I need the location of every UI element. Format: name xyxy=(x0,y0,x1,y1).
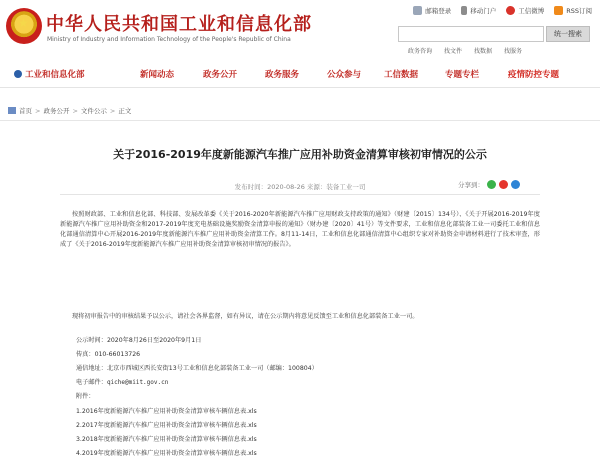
mobile-icon xyxy=(461,6,467,15)
rss-icon xyxy=(554,6,563,15)
attachment-link[interactable]: 3.2018年度新能源汽车推广应用补助资金清算审核车辆信息表.xls xyxy=(76,436,257,443)
article-title: 关于2016-2019年度新能源汽车推广应用补助资金清算审核初审情况的公示 xyxy=(113,148,487,161)
breadcrumb-separator: > xyxy=(72,106,78,115)
quick-links xyxy=(408,46,522,55)
attachment-link[interactable]: 4.2019年度新能源汽车推广应用补助资金清算审核车辆信息表.xls xyxy=(76,450,257,457)
mail-login-link[interactable]: 邮箱登录 xyxy=(413,6,451,15)
attachment-link[interactable]: 1.2016年度新能源汽车推广应用补助资金清算审核车辆信息表.xls xyxy=(76,408,257,415)
weibo-icon xyxy=(506,6,515,15)
search-button[interactable]: 统一搜索 xyxy=(546,26,590,42)
nav-item-participation[interactable]: 公众参与 xyxy=(327,70,362,80)
mobile-portal-link[interactable]: 移动门户 xyxy=(461,6,496,15)
breadcrumb xyxy=(8,106,131,115)
nav-item-data[interactable]: 工信数据 xyxy=(384,70,419,80)
nav-item-open-gov[interactable]: 政务公开 xyxy=(203,70,238,80)
quick-link-data[interactable]: 找数据 xyxy=(474,48,493,55)
email-address: 电子邮件：qiche@miit.gov.cn xyxy=(76,379,169,386)
mail-icon xyxy=(413,6,422,15)
home-icon xyxy=(8,107,16,114)
search-input[interactable] xyxy=(398,26,544,42)
main-nav xyxy=(0,62,600,88)
wechat-icon[interactable] xyxy=(487,180,496,189)
breadcrumb-current: 正文 xyxy=(118,107,132,115)
attachments-label: 附件： xyxy=(76,393,95,400)
nav-item-news[interactable]: 新闻动态 xyxy=(140,70,175,80)
nav-item-topics[interactable]: 专题专栏 xyxy=(445,70,480,80)
quick-link-services[interactable]: 找服务 xyxy=(504,48,523,55)
national-emblem-logo[interactable]: ★ xyxy=(6,8,42,44)
divider xyxy=(0,120,600,121)
publicity-period: 公示时间：2020年8月26日至2020年9月1日 xyxy=(76,337,202,344)
quick-link-files[interactable]: 找文件 xyxy=(444,48,463,55)
nav-item-epidemic[interactable]: 疫情防控专题 xyxy=(508,70,560,80)
fax-number: 传真：010-66013726 xyxy=(76,351,141,358)
attachment-link[interactable]: 2.2017年度新能源汽车推广应用补助资金清算审核车辆信息表.xls xyxy=(76,422,257,429)
quick-link-consult[interactable]: 政务咨询 xyxy=(408,48,433,55)
nav-item-services[interactable]: 政务服务 xyxy=(265,70,300,80)
mailing-address: 通信地址：北京市西城区西长安街13号工业和信息化部装备工业一司（邮编：100804） xyxy=(76,365,318,372)
top-links xyxy=(413,6,592,15)
breadcrumb-files[interactable]: 文件公示 xyxy=(80,107,107,115)
home-icon xyxy=(14,70,22,78)
site-title[interactable]: 中华人民共和国工业和信息化部 xyxy=(46,14,312,35)
site-header xyxy=(0,0,600,58)
article-paragraph: 现将初审报告中的审核结果予以公示，请社会各界监督，如有异议，请在公示期内将意见反馈至工业和信息化部装备工业一司。 xyxy=(72,313,419,320)
breadcrumb-separator: > xyxy=(109,106,116,115)
nav-item-ministry[interactable]: 工业和信息化部 xyxy=(14,68,85,80)
article-meta: 发布时间：2020-08-26 来源：装备工业一司 xyxy=(234,183,366,191)
site-subtitle: Ministry of Industry and Information Technology of the People's Republic of China xyxy=(47,36,291,43)
breadcrumb-separator: > xyxy=(35,106,41,115)
weibo-link[interactable]: 工信微博 xyxy=(506,6,544,15)
share-bar xyxy=(458,180,520,189)
breadcrumb-home[interactable]: 首页 xyxy=(19,107,32,115)
rss-link[interactable]: RSS订阅 xyxy=(554,6,592,15)
weibo-share-icon[interactable] xyxy=(499,180,508,189)
divider xyxy=(60,194,540,195)
article-paragraph: 按照财政部、工业和信息化部、科技部、发展改革委《关于2016-2020年新能源汽车推广应用财政支持政策的通知》（财建〔2015〕134号）、《关于开展2016-2019年度新能源汽车推广应用补助资金和2017-2019年度充电基础设施奖励资金清算申报的通知》（财办建〔2020〕41号）等文件要求，工业和信息化部装备工业一司委托工业和信息化部通信清算中心开展2016-2019年度新能源汽车推广应用补助资金清算工作。8月11-14日，工业和信息化部通信清算中心组织专家对补助资金申请材料进行了技术审查，形成了《关于2016-2019年度新能源汽车推广应用补助资金清算审核初审情况的报告》。 xyxy=(60,211,540,248)
qq-icon[interactable] xyxy=(511,180,520,189)
breadcrumb-open-gov[interactable]: 政务公开 xyxy=(43,107,70,115)
share-label: 分享到： xyxy=(458,181,484,189)
